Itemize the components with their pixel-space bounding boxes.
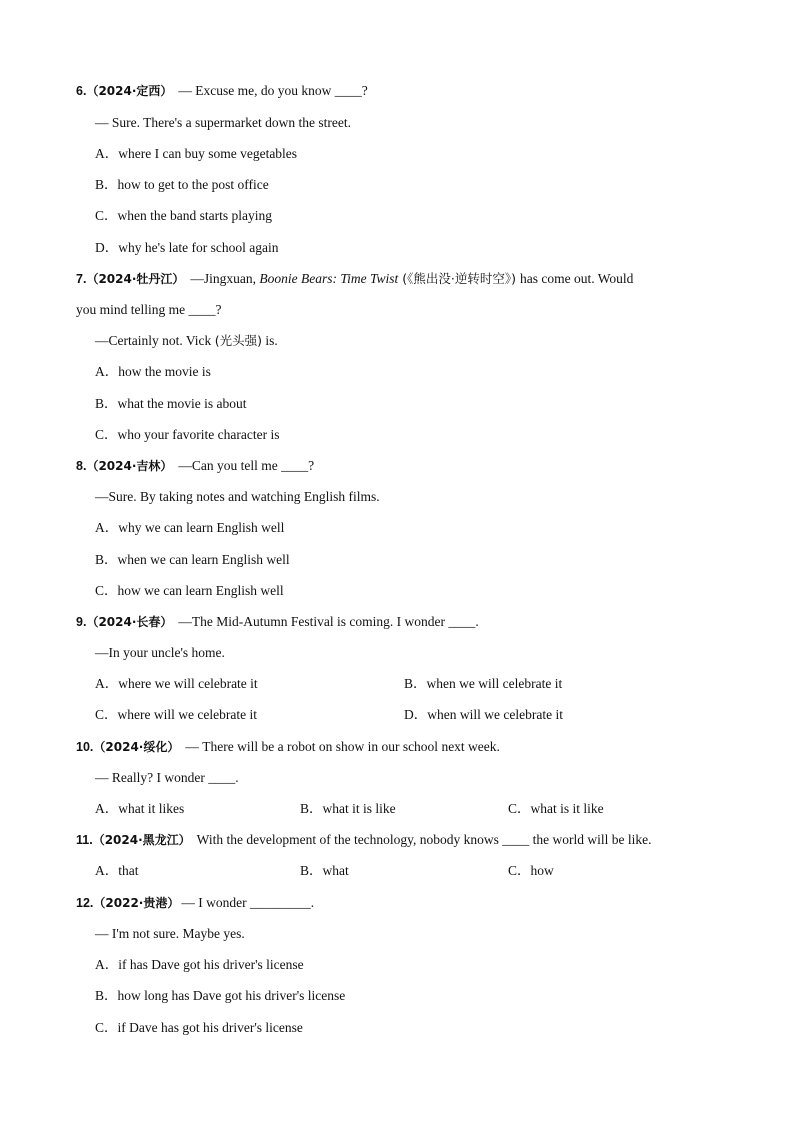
question-text: —The Mid-Autumn Festival is coming. I wonder ____. [178,614,479,629]
question-7-stem-continued: you mind telling me ____? [76,302,222,317]
movie-title: Boonie Bears: Time Twist [259,271,399,286]
option-c: C．where will we celebrate it [95,707,257,722]
question-8-reply: —Sure. By taking notes and watching English films. [95,489,380,504]
question-source: （2022·贵港） [93,896,180,910]
option-a: A．why we can learn English well [95,520,285,535]
question-11-stem [76,831,652,849]
question-source: （2024·长春） [86,615,173,629]
option-d: D．why he's late for school again [95,240,279,255]
question-text: —Jingxuan, [190,271,260,286]
question-12-reply: — I'm not sure. Maybe yes. [95,926,245,941]
question-source: （2024·吉林） [86,459,173,473]
option-b: B．when we will celebrate it [404,676,563,691]
option-c: C．if Dave has got his driver's license [95,1020,303,1035]
question-9-stem [76,613,479,631]
question-source: （2024·定西） [86,84,173,98]
question-source: （2024·牡丹江） [86,272,185,286]
option-b: B．what it is like [300,801,396,816]
question-number: 11. [76,833,93,847]
option-b: B．what [300,863,349,878]
question-number: 10. [76,740,94,754]
option-a: A．if has Dave got his driver's license [95,957,304,972]
option-b: B．what the movie is about [95,396,247,411]
question-text: — I wonder _________. [181,895,315,910]
option-b: B．how long has Dave got his driver's license [95,988,346,1003]
question-text: — Excuse me, do you know ____? [178,83,368,98]
question-number: 9. [76,615,87,629]
question-10-stem [76,738,500,756]
question-source: （2024·黑龙江） [92,833,191,847]
question-8-stem [76,457,314,475]
option-a: A．where we will celebrate it [95,676,258,691]
question-6-stem [76,82,368,100]
option-d: D．when will we celebrate it [404,707,563,722]
option-b: B．when we can learn English well [95,552,290,567]
question-7-reply: —Certainly not. Vick (光头强) is. [95,333,278,348]
question-text: —Can you tell me ____? [178,458,315,473]
question-source: （2024·绥化） [93,740,180,754]
question-6-reply: — Sure. There's a supermarket down the street. [95,115,351,130]
question-number: 12. [76,896,94,910]
question-number: 6. [76,84,87,98]
option-a: A．how the movie is [95,364,211,379]
option-c: C．how [508,863,554,878]
question-number: 8. [76,459,87,473]
option-c: C．how we can learn English well [95,583,284,598]
question-9-reply: —In your uncle's home. [95,645,225,660]
option-c: C．what is it like [508,801,604,816]
option-a: A．what it likes [95,801,185,816]
question-12-stem [76,894,314,912]
option-b: B．how to get to the post office [95,177,269,192]
option-a: A．where I can buy some vegetables [95,146,298,161]
option-c: C．when the band starts playing [95,208,272,223]
option-a: A．that [95,863,139,878]
question-10-reply: — Really? I wonder ____. [95,770,239,785]
option-c: C．who your favorite character is [95,427,280,442]
question-number: 7. [76,272,87,286]
question-7-stem: 7.（2024·牡丹江） —Jingxuan, Boonie Bears: Time Twist (《熊出没·逆转时空》) has come out. Would [76,271,634,286]
movie-title-chinese: (《熊出没·逆转时空》) [398,271,520,286]
question-text: With the development of the technology, nobody knows ____ the world will be like. [196,832,652,847]
question-text: — There will be a robot on show in our school next week. [185,739,500,754]
